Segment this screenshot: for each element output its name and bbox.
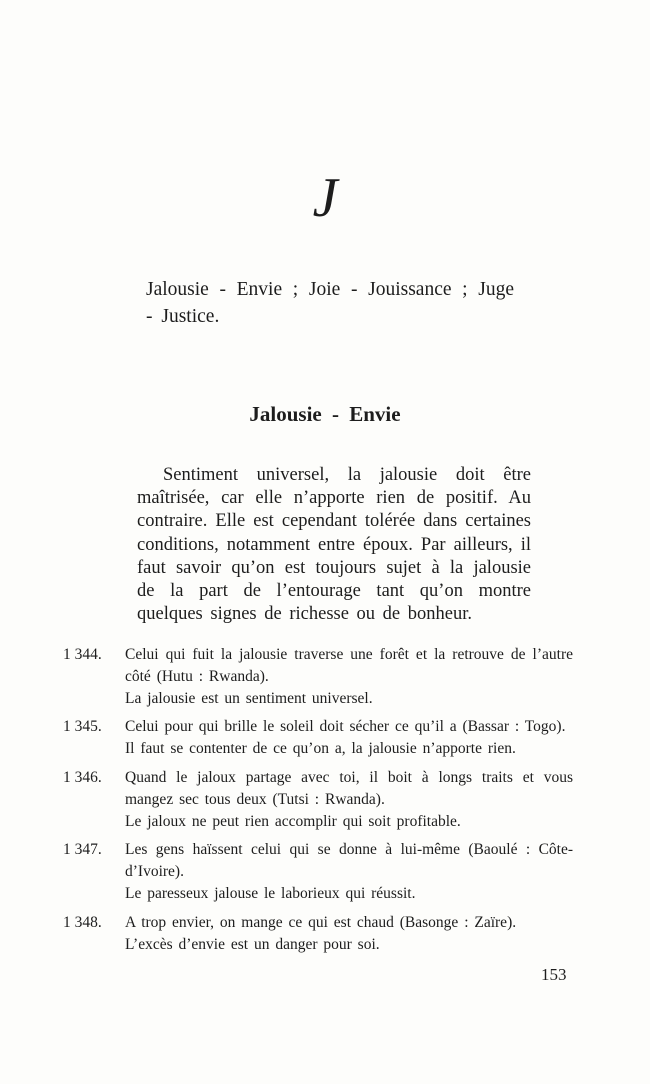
- proverb-text: A trop envier, on mange ce qui est chaud (Basonge : Zaïre).: [125, 913, 517, 931]
- proverb-item: [63, 912, 573, 956]
- proverb-number: 1 347.: [63, 841, 102, 859]
- proverb-text: Quand le jaloux partage avec toi, il boit à longs traits et vous mangez sec tous deux (Tutsi : Rwanda).: [125, 768, 573, 808]
- proverb-text: Celui qui fuit la jalousie traverse une forêt et la retrouve de l’autre côté (Hutu : Rwanda).: [125, 646, 573, 685]
- proverb-list: [63, 644, 573, 962]
- proverb-text: Les gens haïssent celui qui se donne à lui-même (Baoulé : Côte-d’Ivoire).: [125, 841, 573, 881]
- proverb-moral: L’excès d’envie est un danger pour soi.: [125, 935, 380, 953]
- proverb-item: [63, 716, 573, 760]
- section-title: Jalousie - Envie: [249, 402, 401, 426]
- proverb-item: [63, 644, 573, 709]
- chapter-index: Jalousie - Envie ; Joie - Jouissance ; Juge - Justice.: [146, 279, 514, 327]
- proverb-number: 1 346.: [63, 768, 102, 786]
- proverb-number: 1 345.: [63, 718, 102, 736]
- proverb-moral: Le paresseux jalouse le laborieux qui réussit.: [125, 884, 416, 902]
- proverb-content: [125, 839, 573, 904]
- proverb-moral: La jalousie est un sentiment universel.: [125, 689, 373, 707]
- proverb-number: 1 344.: [63, 646, 102, 663]
- proverb-content: [125, 767, 573, 832]
- chapter-letter: J: [312, 167, 338, 229]
- proverb-item: [63, 839, 573, 904]
- proverb-moral: Il faut se contenter de ce qu’on a, la jalousie n’apporte rien.: [125, 740, 516, 758]
- proverb-content: [125, 644, 573, 709]
- proverb-item: [63, 767, 573, 832]
- proverb-number: 1 348.: [63, 913, 102, 931]
- proverb-content: [125, 716, 573, 760]
- intro-paragraph: Sentiment universel, la jalousie doit être maîtrisée, car elle n’apporte rien de positif. Au contraire. Elle est cependant tolérée dans certaines conditions, notamment entre époux. Par ailleurs, il faut savoir qu’on est toujours sujet à la jalousie de la part de l’entourage tant qu’on montre quelques signes de richesse ou de bonheur.: [137, 465, 531, 625]
- proverb-moral: Le jaloux ne peut rien accomplir qui soit profitable.: [125, 812, 461, 830]
- page-number: 153: [541, 965, 567, 984]
- proverb-content: [125, 912, 573, 956]
- proverb-text: Celui pour qui brille le soleil doit sécher ce qu’il a (Bassar : Togo).: [125, 718, 566, 736]
